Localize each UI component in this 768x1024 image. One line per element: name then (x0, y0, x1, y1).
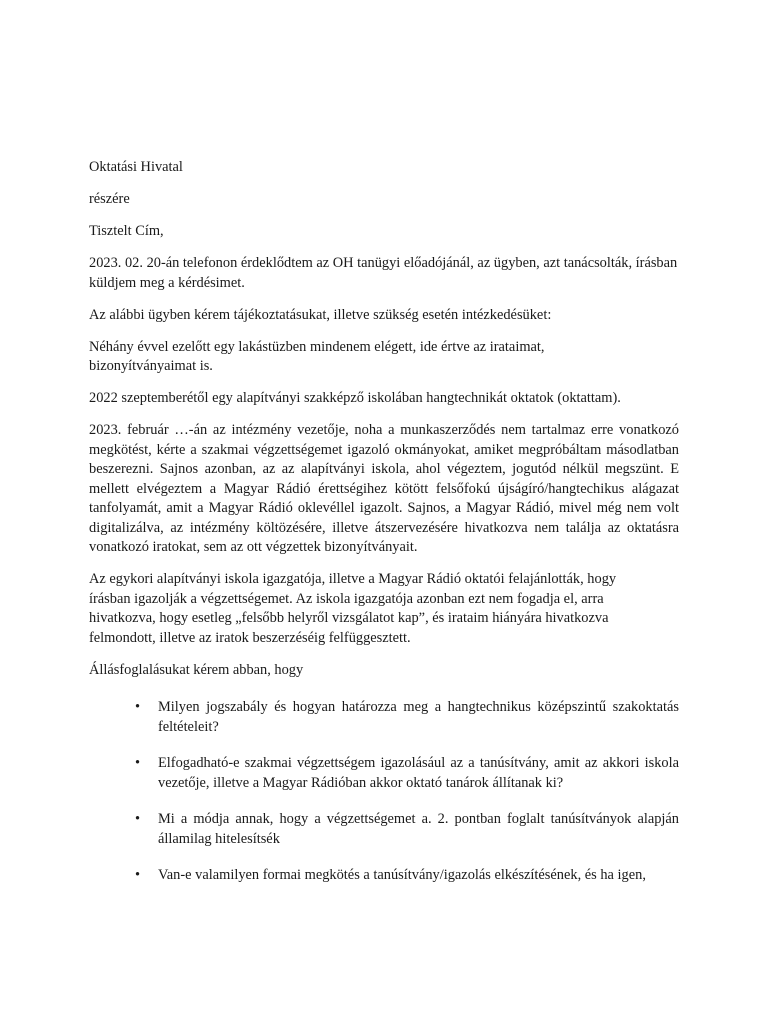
recipient-name: Oktatási Hivatal (89, 159, 183, 175)
question-text: Mi a módja annak, hogy a végzettségemet a. 2. pontban foglalt tanúsítványok alapján államilag hitelesítsék (158, 811, 679, 847)
bullet-icon: • (135, 867, 141, 883)
list-item (89, 754, 679, 793)
bullet-icon: • (135, 811, 141, 827)
salutation: Tisztelt Cím, (89, 223, 164, 239)
paragraph-phone-inquiry: 2023. 02. 20-án telefonon érdeklődtem az OH tanügyi előadójánál, az ügyben, azt tanácsolták, írásban küldjem meg a kérdésimet. (89, 255, 678, 291)
paragraph-certification-offer: Az egykori alapítványi iskola igazgatója, illetve a Magyar Rádió oktatói felajánlották, hogy írásban igazolják a végzettségemet. Az iskola igazgatója azonban ezt nem fogadja el, arra hivatkozva, hogy esetleg „felsőbb helyről vizsgálatot kap”, és irataim hiányára hivatkozva felmondott, illetve az iratok beszerzéséig felfüggesztett. (89, 571, 617, 646)
paragraph-employment: 2022 szeptemberétől egy alapítványi szakképző iskolában hangtechnikát oktatok (oktattam). (89, 390, 621, 406)
list-item (89, 810, 679, 849)
question-text: Milyen jogszabály és hogyan határozza meg a hangtechnikus középszintű szakoktatás feltételeit? (158, 699, 679, 735)
paragraph-documents-request: 2023. február …-án az intézmény vezetője, noha a munkaszerződés nem tartalmaz erre vonatkozó megkötést, kérte a szakmai végzettségemet igazoló okmányokat, amiket megpróbáltam másodlatban beszerezni. Sajnos azonban, az az alapítványi iskola, ahol végeztem, jogutód nélkül megszünt. E mellett elvégeztem a Magyar Rádió érettségihez kötött felsőfokú újságíró/hangtechikus alágazat tanfolyamát, amit a Magyar Rádió oklevéllel igazolt. Sajnos, a Magyar Rádió, mivel még nem volt digitalizálva, az intézmény költözésére, illetve átszervezésére hivatkozva nem találja az oktatásra vonatkozó iratokat, sem az ott végzettek bizonyítványait. (89, 422, 679, 555)
list-item (89, 866, 679, 886)
question-list (89, 698, 679, 886)
list-item (89, 698, 679, 737)
bullet-icon: • (135, 755, 141, 771)
paragraph-position-request: Állásfoglalásukat kérem abban, hogy (89, 661, 304, 678)
paragraph-request: Az alábbi ügyben kérem tájékoztatásukat, illetve szükség esetén intézkedésüket: (89, 306, 552, 323)
bullet-icon: • (135, 699, 141, 715)
paragraph-fire: Néhány évvel ezelőtt egy lakástüzben mindenem elégett, ide értve az irataimat, bizonyítványaimat is. (89, 338, 545, 374)
question-text: Elfogadható-e szakmai végzettségem igazolásául az a tanúsítvány, amit az akkori iskola vezetője, illetve a Magyar Rádióban akkor oktató tanárok állítanak ki? (158, 755, 679, 791)
recipient-suffix: részére (89, 191, 130, 207)
letter-page (89, 158, 679, 903)
question-text: Van-e valamilyen formai megkötés a tanúsítvány/igazolás elkészítésének, és ha igen, (158, 867, 646, 883)
